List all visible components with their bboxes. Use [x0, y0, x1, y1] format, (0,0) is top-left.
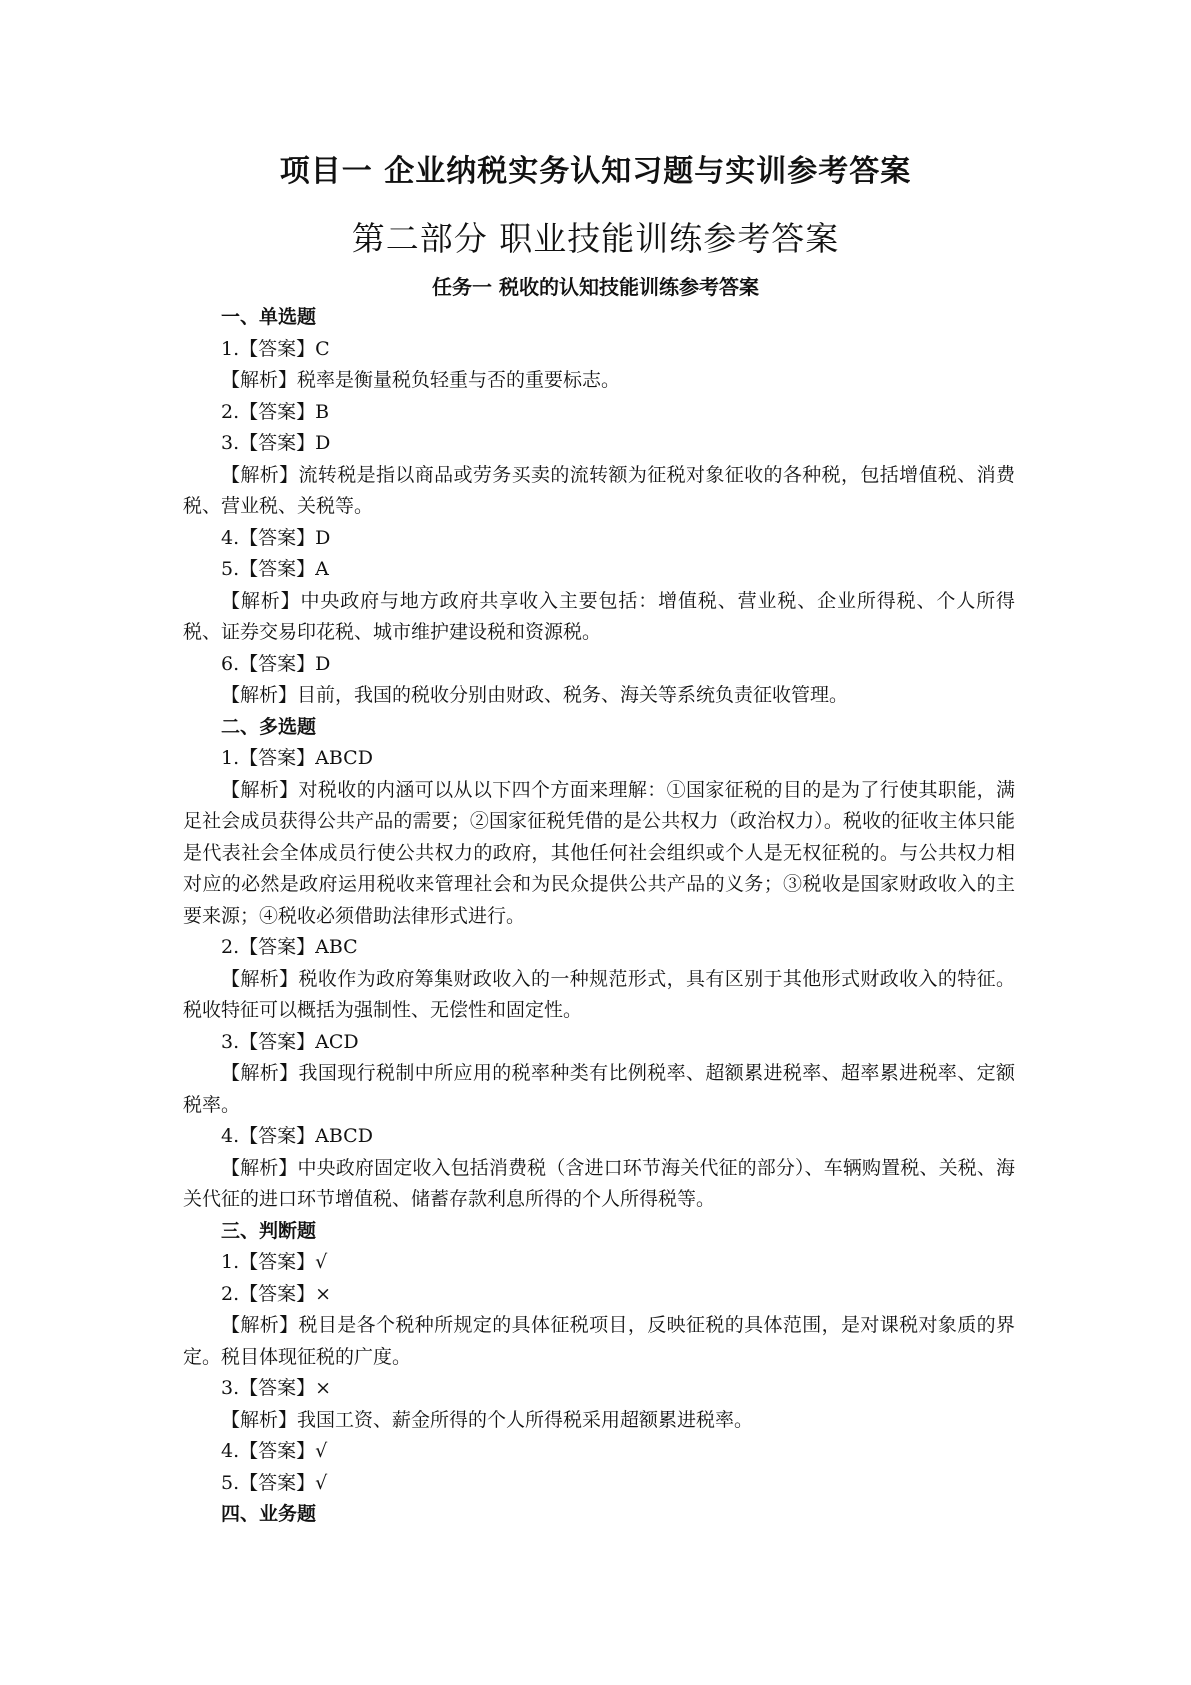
section-heading: 三、判断题	[221, 1219, 317, 1242]
paragraph: 【解析】税目是各个税种所规定的具体征税项目，反映征税的具体范围，是对课税对象质的界定。税目体现征税的广度。	[183, 1314, 1015, 1368]
paragraph: 6.【答案】D	[221, 652, 331, 675]
paragraph: 【解析】我国工资、薪金所得的个人所得税采用超额累进税率。	[221, 1408, 754, 1431]
paragraph: 【解析】对税收的内涵可以从以下四个方面来理解：①国家征税的目的是为了行使其职能，满足社会成员获得公共产品的需要；②国家征税凭借的是公共权力（政治权力）。税收的征收主体只能是代表社会全体成员行使公共权力的政府，其他任何社会组织或个人是无权征税的。与公共权力相对应的必然是政府运用税收来管理社会和为民众提供公共产品的义务；③税收是国家财政收入的主要来源；④税收必须借助法律形式进行。	[183, 778, 1015, 927]
paragraph: 3.【答案】×	[221, 1377, 332, 1399]
paragraph: 5.【答案】A	[221, 558, 329, 580]
paragraph: 1.【答案】C	[221, 337, 330, 360]
paragraph: 【解析】税收作为政府筹集财政收入的一种规范形式，具有区别于其他形式财政收入的特征。税收特征可以概括为强制性、无偿性和固定性。	[183, 967, 1015, 1021]
paragraph: 2.【答案】ABC	[221, 936, 358, 958]
paragraph: 3.【答案】D	[221, 432, 331, 454]
paragraph: 【解析】税率是衡量税负轻重与否的重要标志。	[221, 369, 621, 391]
paragraph: 【解析】目前，我国的税收分别由财政、税务、海关等系统负责征收管理。	[221, 684, 849, 706]
paragraph: 1.【答案】ABCD	[221, 747, 373, 769]
section-heading: 四、业务题	[221, 1503, 317, 1525]
paragraph: 2.【答案】×	[221, 1282, 332, 1305]
document-title: 项目一 企业纳税实务认知习题与实训参考答案	[279, 154, 912, 189]
paragraph: 4.【答案】ABCD	[221, 1125, 373, 1147]
section-heading: 二、多选题	[221, 715, 317, 738]
section-heading: 一、单选题	[221, 306, 317, 328]
paragraph: 1.【答案】√	[221, 1251, 328, 1273]
paragraph: 5.【答案】√	[221, 1471, 328, 1494]
paragraph: 【解析】中央政府固定收入包括消费税（含进口环节海关代征的部分）、车辆购置税、关税、海关代征的进口环节增值税、储蓄存款利息所得的个人所得税等。	[183, 1156, 1015, 1210]
paragraph: 4.【答案】D	[221, 526, 331, 549]
paragraph: 【解析】中央政府与地方政府共享收入主要包括：增值税、营业税、企业所得税、个人所得税、证券交易印花税、城市维护建设税和资源税。	[183, 589, 1015, 643]
paragraph: 2.【答案】B	[221, 400, 330, 423]
paragraph: 【解析】流转税是指以商品或劳务买卖的流转额为征税对象征收的各种税，包括增值税、消费税、营业税、关税等。	[183, 463, 1015, 517]
paragraph: 3.【答案】ACD	[221, 1030, 359, 1053]
part-title: 第二部分 职业技能训练参考答案	[351, 219, 840, 258]
paragraph: 【解析】我国现行税制中所应用的税率种类有比例税率、超额累进税率、超率累进税率、定额税率。	[183, 1062, 1015, 1116]
task-title: 任务一 税收的认知技能训练参考答案	[432, 275, 759, 299]
paragraph: 4.【答案】√	[221, 1440, 328, 1462]
document-body	[183, 302, 1015, 1531]
